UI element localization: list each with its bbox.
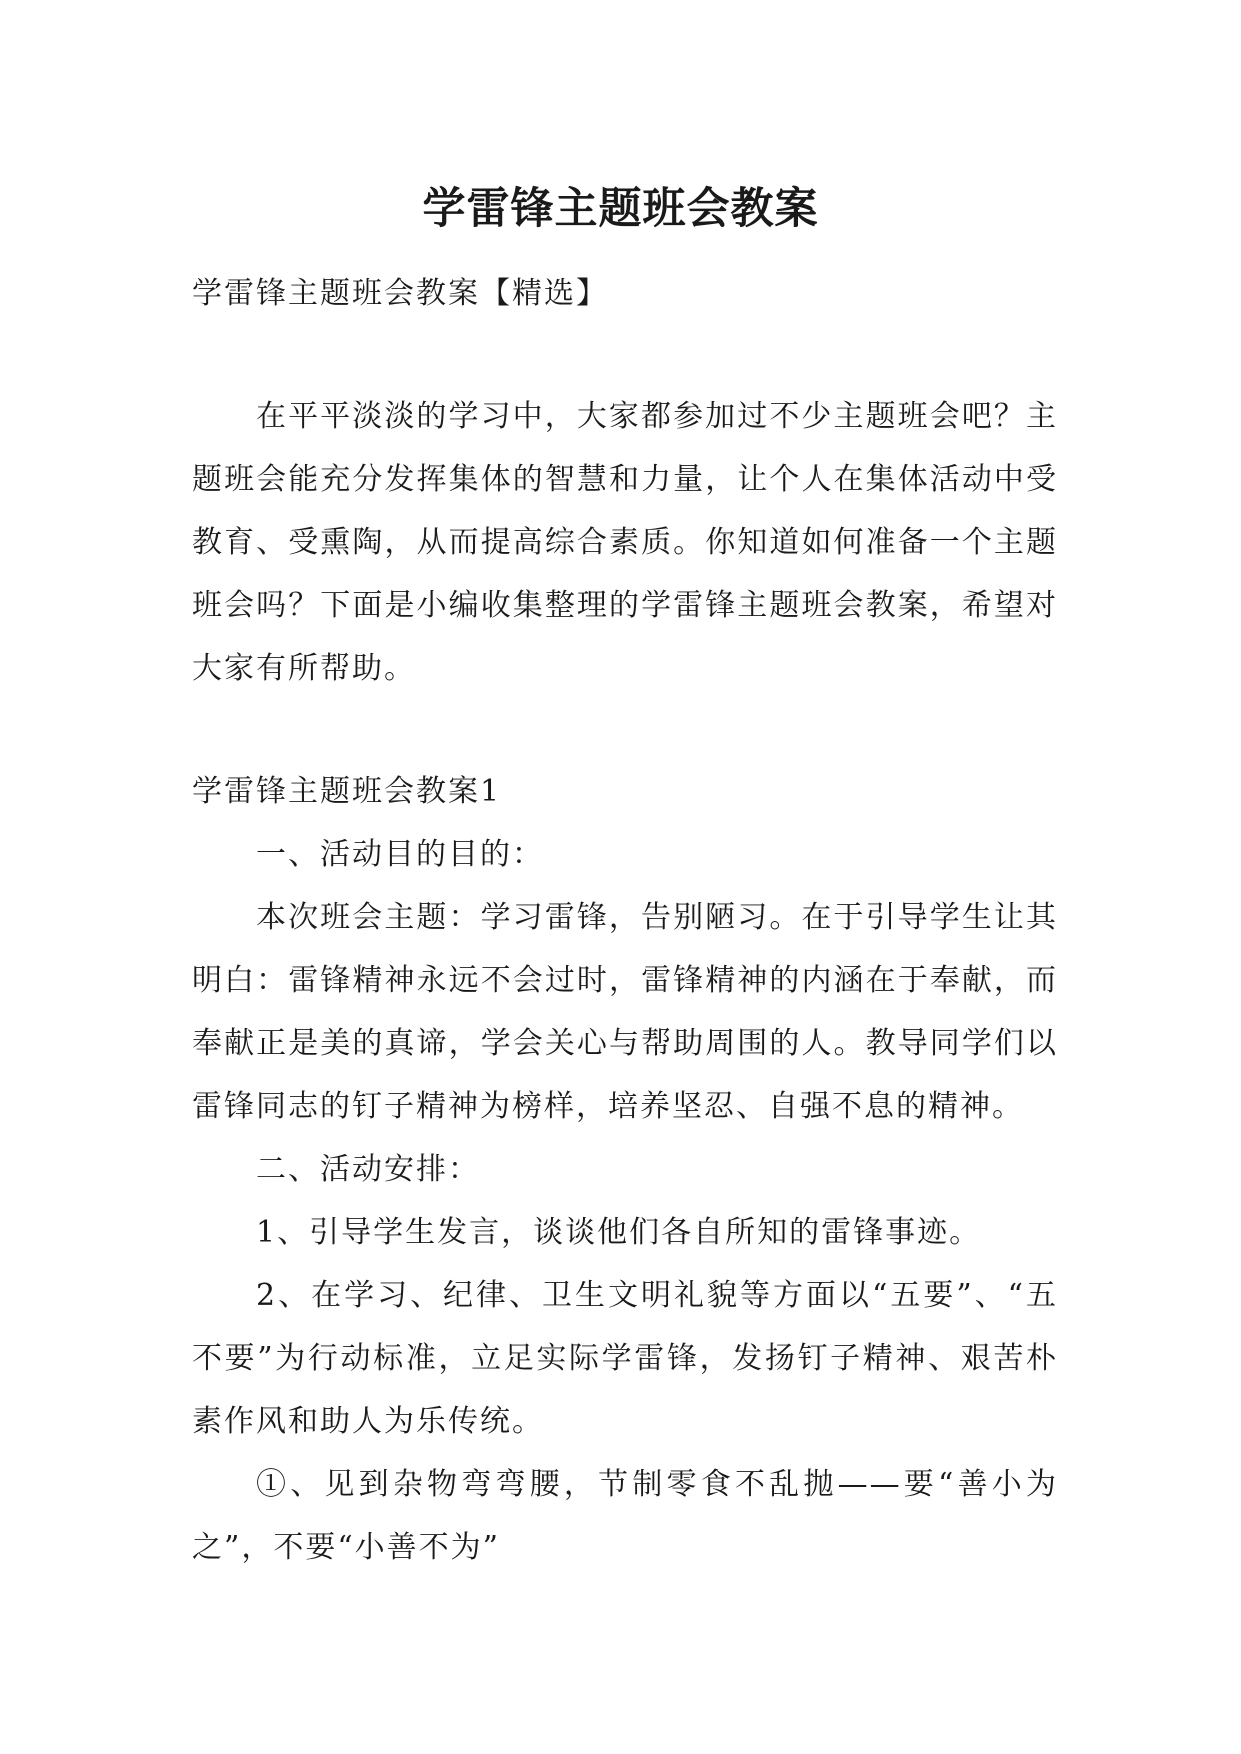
document-body <box>192 262 1058 1579</box>
document-title: 学雷锋主题班会教案 <box>422 183 819 234</box>
list-item-1: 1、引导学生发言，谈谈他们各自所知的雷锋事迹。 <box>256 1215 982 1250</box>
spacer <box>192 325 1058 385</box>
part1-heading: 一、活动目的目的： <box>256 837 544 872</box>
list-item-3: ①、见到杂物弯弯腰，节制零食不乱抛——要“善小为之”，不要“小善不为” <box>192 1467 1058 1565</box>
section-heading: 学雷锋主题班会教案1 <box>192 774 502 809</box>
part2-heading: 二、活动安排： <box>256 1152 480 1187</box>
part1-paragraph: 本次班会主题：学习雷锋，告别陋习。在于引导学生让其明白：雷锋精神永远不会过时，雷锋精神的内涵在于奉献，而奉献正是美的真谛，学会关心与帮助周围的人。教导同学们以雷锋同志的钉子精神为榜样，培养坚忍、自强不息的精神。 <box>192 900 1058 1124</box>
document-subtitle: 学雷锋主题班会教案【精选】 <box>192 276 608 311</box>
intro-paragraph: 在平平淡淡的学习中，大家都参加过不少主题班会吧？主题班会能充分发挥集体的智慧和力量，让个人在集体活动中受教育、受熏陶，从而提高综合素质。你知道如何准备一个主题班会吗？下面是小编收集整理的学雷锋主题班会教案，希望对大家有所帮助。 <box>192 399 1058 686</box>
spacer <box>192 700 1058 760</box>
list-item-2: 2、在学习、纪律、卫生文明礼貌等方面以“五要”、“五不要”为行动标准，立足实际学雷锋，发扬钉子精神、艰苦朴素作风和助人为乐传统。 <box>192 1278 1058 1439</box>
